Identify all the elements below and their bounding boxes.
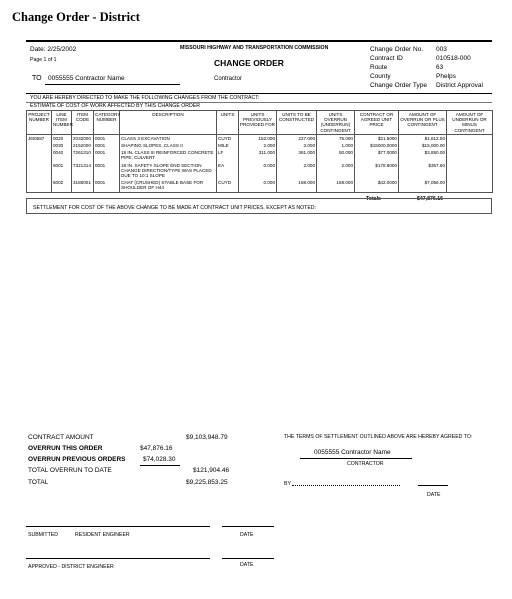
cell-overrun: 75.000	[317, 134, 355, 142]
cell-description: CHAT (CRUSHED) STABLE BASE FOR SHOULDER OF H44	[120, 179, 217, 192]
total-value: $9,225,853.25	[186, 479, 228, 486]
resident-engineer-label: RESIDENT ENGINEER	[75, 532, 130, 538]
cell-project	[27, 149, 52, 161]
cell-amount-underrun	[447, 179, 493, 192]
total-overrun-value: $121,904.46	[193, 467, 230, 474]
cell-project	[27, 179, 52, 192]
table-header-row	[27, 111, 493, 135]
items-table	[26, 110, 493, 193]
info-row-county: County Phelps	[370, 73, 456, 80]
cell-amount-underrun	[447, 142, 493, 149]
cell-description: SHAPING SLOPES, CLASS II	[120, 142, 217, 149]
agreement-contractor: 0055555 Contractor Name	[314, 449, 391, 456]
cell-overrun: 168.000	[317, 179, 355, 192]
col-header: UNITS PREVIOUSLY PROVIDED FOR	[239, 111, 277, 135]
page-number: Page 1 of 1	[30, 57, 57, 63]
table-row	[27, 149, 493, 161]
cell-amount-overrun: $1,612.50	[399, 134, 447, 142]
contract-amount-label: CONTRACT AMOUNT	[28, 434, 94, 441]
approved-date-label: DATE	[240, 562, 254, 568]
submitted-sign-line[interactable]	[26, 526, 210, 527]
cell-previous: 311.000	[239, 149, 277, 161]
cell-amount-underrun	[447, 149, 493, 161]
cell-units: CUYD	[217, 134, 239, 142]
cell-constructed: 3.000	[277, 142, 317, 149]
col-header: CATEGORY NUMBER	[94, 111, 120, 135]
totals-label: Totals	[366, 196, 381, 202]
col-header: UNITS	[217, 111, 239, 135]
cell-item-code: 2032000	[72, 134, 94, 142]
submitted-date-line[interactable]	[222, 526, 274, 527]
submitted-date-label: DATE	[240, 532, 254, 538]
cell-project	[27, 162, 52, 180]
cell-constructed: 227.000	[277, 134, 317, 142]
agreement-date-line[interactable]	[418, 485, 448, 486]
header-rule	[26, 93, 492, 94]
cell-item-code: 7321314	[72, 162, 94, 180]
settlement-box	[26, 198, 492, 214]
overrun-prev-label: OVERRUN PREVIOUS ORDERS	[28, 456, 126, 463]
col-header: ITEM CODE	[72, 111, 94, 135]
table-row	[27, 162, 493, 180]
to-label: TO	[32, 75, 42, 82]
col-header: UNITS OVERRUN (UNDERRUN) CONTINGENT	[317, 111, 355, 135]
table-row	[27, 179, 493, 192]
cell-constructed: 361.000	[277, 149, 317, 161]
col-header: UNITS TO BE CONSTRUCTED	[277, 111, 317, 135]
totals-value: $47,876.16	[417, 196, 443, 202]
cell-project	[27, 142, 52, 149]
terms-text: THE TERMS OF SETTLEMENT OUTLINED ABOVE ARE HEREBY AGREED TO:	[284, 434, 473, 440]
cell-line: 0040	[52, 149, 72, 161]
cell-units: CUYD	[217, 179, 239, 192]
directed-text: YOU ARE HEREBY DIRECTED TO MAKE THE FOLLOWING CHANGES FROM THE CONTRACT:	[30, 95, 260, 101]
approved-sign-line[interactable]	[26, 558, 210, 559]
cell-amount-overrun: $357.60	[399, 162, 447, 180]
col-header: PROJECT NUMBER	[27, 111, 52, 135]
cell-category: 0001	[94, 179, 120, 192]
overrun-this-value: $47,876.16	[140, 445, 173, 452]
info-row-contract-id: Contract ID 010518-000	[370, 55, 471, 62]
to-underline	[45, 84, 180, 85]
cell-description: 18 IN. SAFETY SLOPE END SECTION CHANGE DIRECTION/TYPE WAS PLACED DUE TO 10:1 SLOPE	[120, 162, 217, 180]
cell-project: J6I0687	[27, 134, 52, 142]
cell-amount-overrun: $3,850.00	[399, 149, 447, 161]
cell-item-code: 2152000	[72, 142, 94, 149]
info-row-change-order-no: Change Order No. 003	[370, 46, 447, 53]
cell-unit-price: $15000.0000	[355, 142, 399, 149]
cell-item-code: 3185001	[72, 179, 94, 192]
contractor-caption-lower: CONTRACTOR	[347, 461, 384, 467]
cell-overrun: 50.000	[317, 149, 355, 161]
col-header: AMOUNT OF UNDERRUN OR MINUS CONTINGENT	[447, 111, 493, 135]
contractor-caption: Contractor	[214, 76, 243, 82]
cell-category: 0001	[94, 162, 120, 180]
form-title: CHANGE ORDER	[214, 58, 284, 68]
info-block	[370, 46, 492, 91]
info-row-change-order-type: Change Order Type District Approval	[370, 82, 483, 89]
cell-line: 5001	[52, 162, 72, 180]
cell-overrun: 1.000	[317, 142, 355, 149]
approved-date-line[interactable]	[222, 558, 274, 559]
contractor-sign-line[interactable]	[300, 458, 412, 459]
cell-description: 18 IN. CLASS III REINFORCED CONCRETE PIPE, CULVERT	[120, 149, 217, 161]
col-header: AMOUNT OF OVERRUN OR PLUS CONTINGENT	[399, 111, 447, 135]
table-row	[27, 142, 493, 149]
commission-name: MISSOURI HIGHWAY AND TRANSPORTATION COMMISSION	[180, 45, 329, 51]
settlement-text: SETTLEMENT FOR COST OF THE ABOVE CHANGE TO BE MADE AT CONTRACT UNIT PRICES, EXCEPT AS NOTED:	[33, 205, 316, 211]
col-header: CONTRACT OR AGREED UNIT PRICE	[355, 111, 399, 135]
cell-constructed: 2.000	[277, 162, 317, 180]
cell-unit-price: $178.8000	[355, 162, 399, 180]
cell-category: 0001	[94, 142, 120, 149]
date-text: Date: 2/25/2002	[30, 46, 77, 53]
by-sign-line[interactable]	[292, 485, 400, 486]
table-row	[27, 134, 493, 142]
cell-units: EA	[217, 162, 239, 180]
submitted-label: SUBMITTED	[28, 532, 58, 538]
subtotal-rule	[140, 465, 180, 466]
agreement-date-label: DATE	[427, 492, 441, 498]
to-contractor: 0055555 Contractor Name	[48, 75, 125, 82]
col-header: DESCRIPTION	[120, 111, 217, 135]
cell-previous: 152.000	[239, 134, 277, 142]
info-row-route: Route 63	[370, 64, 444, 71]
cell-unit-price: $77.0000	[355, 149, 399, 161]
cell-line: 0020	[52, 134, 72, 142]
cell-line: 5002	[52, 179, 72, 192]
cell-previous: 0.000	[239, 179, 277, 192]
overrun-prev-value: $74,028.30	[143, 456, 176, 463]
approved-label: APPROVED - DISTRICT ENGINEER	[28, 564, 114, 570]
contract-amount-value: $9,103,948.79	[186, 434, 228, 441]
cell-line: 0030	[52, 142, 72, 149]
col-header: LINE ITEM NUMBER	[52, 111, 72, 135]
top-rule	[26, 40, 492, 42]
by-label: BY	[284, 481, 291, 487]
cell-units: LF	[217, 149, 239, 161]
cell-previous: 0.000	[239, 162, 277, 180]
cell-item-code: 7261310	[72, 149, 94, 161]
cell-previous: 2.000	[239, 142, 277, 149]
cell-amount-underrun	[447, 134, 493, 142]
cell-unit-price: $42.0000	[355, 179, 399, 192]
estimate-text: ESTIMATE OF COST OF WORK AFFECTED BY THIS CHANGE ORDER	[30, 103, 200, 109]
total-label: TOTAL	[28, 479, 49, 486]
cell-amount-overrun: $7,056.00	[399, 179, 447, 192]
total-overrun-label: TOTAL OVERRUN TO DATE	[28, 467, 112, 474]
cell-category: 0001	[94, 149, 120, 161]
cell-overrun: 2.000	[317, 162, 355, 180]
document-title: Change Order - District	[12, 10, 140, 24]
cell-unit-price: $21.5000	[355, 134, 399, 142]
cell-amount-overrun: $15,000.00	[399, 142, 447, 149]
cell-category: 0001	[94, 134, 120, 142]
cell-constructed: 168.000	[277, 179, 317, 192]
cell-amount-underrun	[447, 162, 493, 180]
overrun-this-label: OVERRUN THIS ORDER	[28, 445, 103, 452]
cell-description: CLASS 3 EXCAVATION	[120, 134, 217, 142]
cell-units: MILE	[217, 142, 239, 149]
